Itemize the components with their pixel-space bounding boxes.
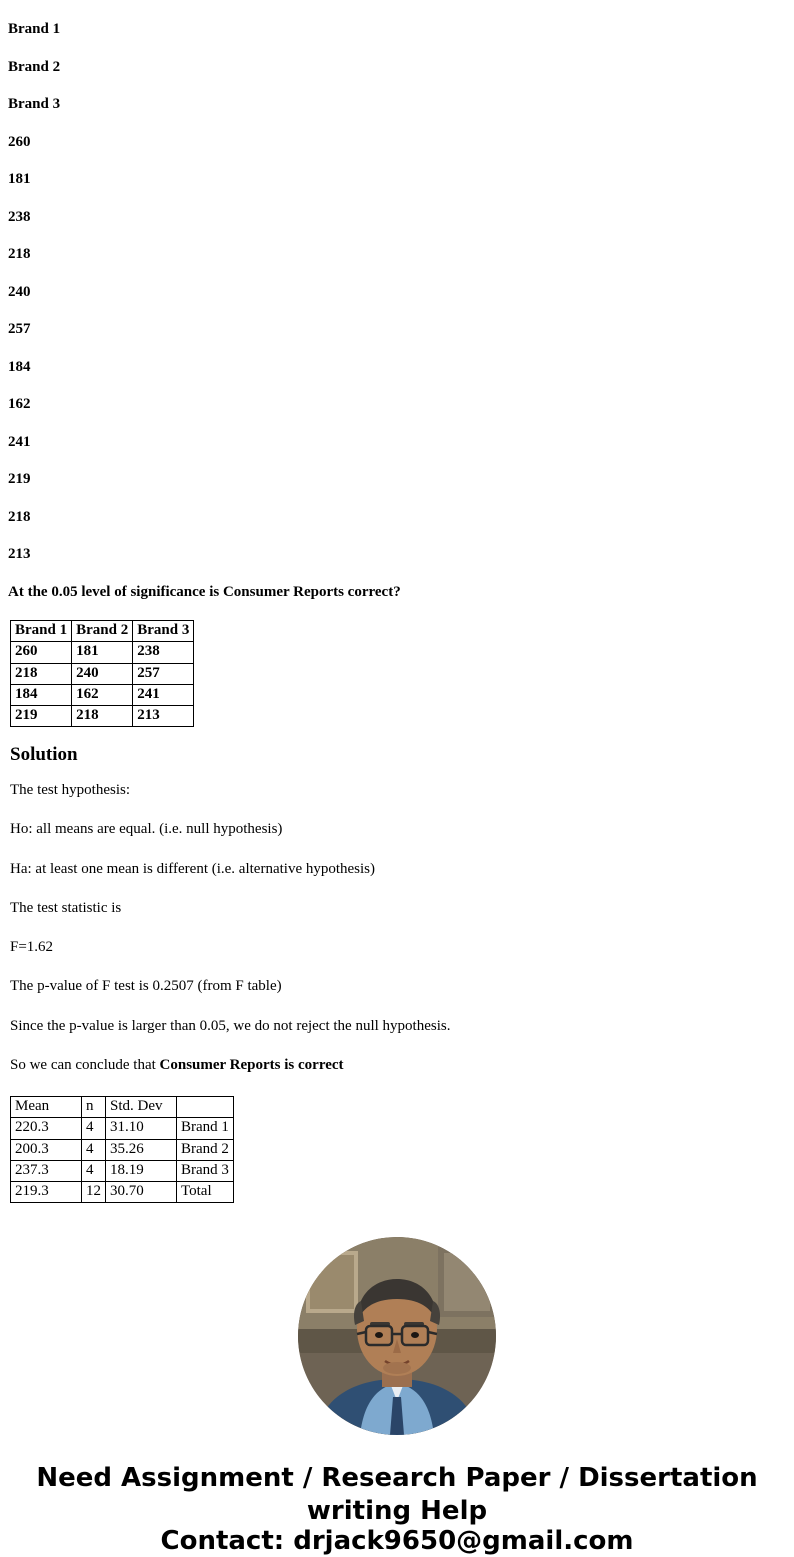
- table-cell: 218: [11, 663, 72, 684]
- promo-contact: Contact: drjack9650@gmail.com: [160, 1526, 634, 1557]
- conclusion-emphasis: Consumer Reports is correct: [159, 1056, 344, 1073]
- table-header-row: [11, 1097, 234, 1118]
- table-cell: 257: [133, 663, 194, 684]
- solution-paragraph: Ha: at least one mean is different (i.e. alternative hypothesis): [10, 860, 376, 877]
- portrait-image: [298, 1237, 496, 1435]
- intro-line: 240: [8, 283, 31, 300]
- table-cell: 181: [72, 642, 133, 663]
- table-cell: 4: [82, 1139, 106, 1160]
- intro-line: 260: [8, 133, 31, 150]
- table-header-cell: Std. Dev: [106, 1097, 177, 1118]
- table-cell: 240: [72, 663, 133, 684]
- table-header-cell: n: [82, 1097, 106, 1118]
- intro-line: 241: [8, 433, 31, 450]
- promo-banner: [8, 1463, 786, 1556]
- table-header-cell: Mean: [11, 1097, 82, 1118]
- promo-line-2: writing Help: [306, 1495, 488, 1526]
- table-header-row: [11, 621, 194, 642]
- table-row: [11, 663, 194, 684]
- table-cell: 241: [133, 684, 194, 705]
- table-cell: 218: [72, 706, 133, 727]
- intro-line: Brand 2: [8, 58, 61, 75]
- portrait-container: [8, 1237, 786, 1435]
- brand-data-table: [10, 620, 194, 727]
- table-header-cell: Brand 3: [133, 621, 194, 642]
- solution-paragraph: The p-value of F test is 0.2507 (from F table): [10, 978, 282, 995]
- instructor-portrait: [298, 1237, 496, 1435]
- table-row: [11, 1182, 234, 1203]
- table-cell: 213: [133, 706, 194, 727]
- table-row: [11, 642, 194, 663]
- conclusion-prefix: So we can conclude that: [10, 1056, 160, 1073]
- solution-paragraph: Since the p-value is larger than 0.05, we do not reject the null hypothesis.: [10, 1017, 451, 1034]
- intro-line: 184: [8, 358, 31, 375]
- table-cell: 30.70: [106, 1182, 177, 1203]
- table-cell: 260: [11, 642, 72, 663]
- intro-line: 162: [8, 396, 31, 412]
- intro-line: 181: [8, 171, 31, 187]
- solution-paragraph: F=1.62: [10, 939, 54, 956]
- intro-line: 257: [8, 321, 31, 337]
- intro-line: 213: [8, 546, 31, 562]
- table-row: [11, 1160, 234, 1181]
- table-cell: Brand 2: [177, 1139, 234, 1160]
- table-cell: 238: [133, 642, 194, 663]
- table-header-cell: [177, 1097, 234, 1118]
- table-cell: 219.3: [11, 1182, 82, 1203]
- summary-stats-table: [10, 1096, 234, 1203]
- table-row: [11, 706, 194, 727]
- table-cell: 220.3: [11, 1118, 82, 1139]
- intro-line: 219: [8, 471, 31, 487]
- table-row: [11, 684, 194, 705]
- table-row: [11, 1139, 234, 1160]
- table-header-cell: Brand 1: [11, 621, 72, 642]
- table-cell: 4: [82, 1160, 106, 1181]
- table-cell: Brand 1: [177, 1118, 234, 1139]
- solution-paragraph: The test hypothesis:: [10, 782, 130, 799]
- solution-heading: Solution: [10, 744, 78, 766]
- table-cell: 12: [82, 1182, 106, 1203]
- table-cell: 162: [72, 684, 133, 705]
- table-header-cell: Brand 2: [72, 621, 133, 642]
- solution-paragraph: Ho: all means are equal. (i.e. null hypothesis): [10, 821, 283, 838]
- table-cell: 35.26: [106, 1139, 177, 1160]
- table-cell: 200.3: [11, 1139, 82, 1160]
- table-cell: 4: [82, 1118, 106, 1139]
- intro-line: 218: [8, 246, 31, 262]
- intro-line: 218: [8, 508, 31, 525]
- table-cell: 18.19: [106, 1160, 177, 1181]
- conclusion-paragraph: [10, 1057, 786, 1074]
- promo-line-1: Need Assignment / Research Paper / Dissertation: [36, 1463, 758, 1494]
- table-cell: Brand 3: [177, 1160, 234, 1181]
- question-text: At the 0.05 level of significance is Consumer Reports correct?: [8, 583, 401, 600]
- table-cell: 31.10: [106, 1118, 177, 1139]
- table-cell: 219: [11, 706, 72, 727]
- intro-line: Brand 3: [8, 96, 61, 112]
- intro-line: 238: [8, 208, 31, 225]
- table-cell: Total: [177, 1182, 234, 1203]
- table-cell: 237.3: [11, 1160, 82, 1181]
- table-row: [11, 1118, 234, 1139]
- table-cell: 184: [11, 684, 72, 705]
- intro-values-list: [8, 21, 786, 563]
- intro-line: Brand 1: [8, 21, 61, 37]
- solution-paragraph: The test statistic is: [10, 899, 122, 916]
